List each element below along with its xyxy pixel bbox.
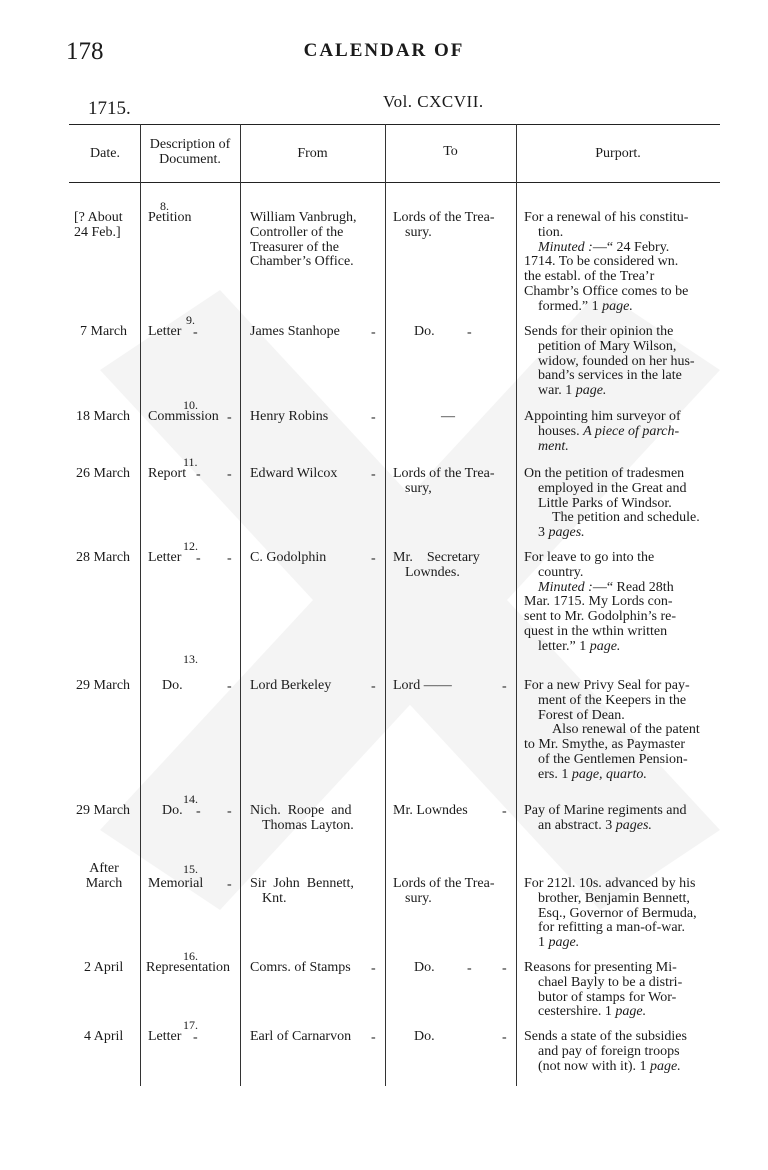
entry-purport: Pay of Marine regiments and an abstract. 3 pages. [524, 803, 687, 833]
volume-heading: Vol. CXCVII. [383, 92, 484, 111]
entry-number: 9. [186, 313, 195, 327]
leader-dash: - [371, 1030, 376, 1045]
entry-number: 15. [183, 862, 198, 876]
leader-dash: - [227, 467, 232, 482]
entry-purport: For a renewal of his constitu- tion. Minuted :—“ 24 Febry. 1714. To be considered wn. the establ. of the Trea’r Chambr’s Office comes to be formed.” 1 page. [524, 210, 689, 314]
leader-dash: - [193, 1030, 198, 1045]
entry-from: Henry Robins [250, 409, 329, 424]
entry-to: Lords of the Trea- sury. [393, 876, 495, 906]
year-heading: 1715. [88, 98, 131, 119]
leader-dash: - [371, 325, 376, 340]
entry-number: 16. [183, 949, 198, 963]
entry-date: 29 March [76, 803, 131, 818]
entry-purport: On the petition of tradesmen employed in the Great and Little Parks of Windsor. The petition and schedule. 3 pages. [524, 466, 700, 541]
column-header-description: Description of Document. [149, 137, 231, 167]
entry-from: Sir John Bennett, Knt. [250, 876, 354, 906]
entry-description: Memorial [148, 876, 204, 891]
leader-dash: - [371, 961, 376, 976]
leader-dash: - [502, 804, 507, 819]
table-top-rule [69, 124, 720, 125]
entry-to: — [441, 409, 455, 424]
entry-to: Do. [414, 960, 435, 975]
entry-purport: For leave to go into the country. Minuted :—“ Read 28th Mar. 1715. My Lords con- sent to Mr. Godolphin’s re- quest in the wthin written letter.” 1 page. [524, 550, 677, 654]
entry-date: [? About 24 Feb.] [74, 210, 123, 240]
entry-to: Do. [414, 324, 435, 339]
column-divider [385, 124, 386, 1086]
entry-from: William Vanbrugh, Controller of the Treasurer of the Chamber’s Office. [250, 210, 357, 270]
entry-purport: Sends for their opinion the petition of Mary Wilson, widow, founded on her hus- band’s services in the late war. 1 page. [524, 324, 695, 399]
page-number: 178 [66, 38, 104, 65]
leader-dash: - [467, 961, 472, 976]
entry-from: Comrs. of Stamps [250, 960, 351, 975]
leader-dash: - [227, 410, 232, 425]
entry-description: Letter [148, 324, 182, 339]
leader-dash: - [467, 325, 472, 340]
entry-description: Representation [146, 960, 230, 975]
entry-to: Mr. Lowndes [393, 803, 468, 818]
entry-purport: For a new Privy Seal for pay- ment of the Keepers in the Forest of Dean. Also renewal of the patent to Mr. Smythe, as Paymaster of the Gentlemen Pension- ers. 1 page, quarto. [524, 678, 700, 782]
leader-dash: - [371, 467, 376, 482]
leader-dash: - [227, 804, 232, 819]
entry-purport: For 212l. 10s. advanced by his brother, Benjamin Bennett, Esq., Governor of Bermuda, for refitting a man-of-war. 1 page. [524, 876, 697, 951]
leader-dash: - [227, 877, 232, 892]
entry-date: 4 April [84, 1029, 124, 1044]
entry-from: Lord Berkeley [250, 678, 332, 693]
entry-from: Nich. Roope and Thomas Layton. [250, 803, 354, 833]
running-title: CALENDAR OF [303, 40, 465, 61]
entry-number: 13. [183, 652, 198, 666]
entry-purport: Sends a state of the subsidies and pay of foreign troops (not now with it). 1 page. [524, 1029, 687, 1074]
entry-number: 12. [183, 539, 198, 553]
entry-purport: Reasons for presenting Mi- chael Bayly to be a distri- butor of stamps for Wor- cestershire. 1 page. [524, 960, 683, 1020]
entry-date: 26 March [76, 466, 131, 481]
column-header-date: Date. [90, 146, 120, 161]
entry-purport: Appointing him surveyor of houses. A piece of parch- ment. [524, 409, 681, 454]
leader-dash: - [193, 325, 198, 340]
leader-dash: - [371, 551, 376, 566]
entry-number: 10. [183, 398, 198, 412]
entry-date: 29 March [76, 678, 131, 693]
entry-description: Petition [148, 210, 192, 225]
entry-description: Letter [148, 550, 182, 565]
leader-dash: - [196, 467, 201, 482]
entry-date: 28 March [76, 550, 131, 565]
leader-dash: - [196, 551, 201, 566]
leader-dash: - [227, 679, 232, 694]
entry-to: Lords of the Trea- sury. [393, 210, 495, 240]
entry-to: Do. [414, 1029, 435, 1044]
entry-to: Lords of the Trea- sury, [393, 466, 495, 496]
column-divider [140, 124, 141, 1086]
entry-from: Earl of Carnarvon [250, 1029, 352, 1044]
leader-dash: - [502, 1030, 507, 1045]
entry-date: 7 March [80, 324, 128, 339]
entry-number: 14. [183, 792, 198, 806]
leader-dash: - [502, 961, 507, 976]
column-header-to: To [443, 144, 458, 159]
column-header-from: From [297, 146, 328, 161]
column-divider [516, 124, 517, 1086]
entry-from: C. Godolphin [250, 550, 327, 565]
entry-description: Do. [162, 803, 183, 818]
entry-date: 18 March [76, 409, 131, 424]
entry-date: After March [85, 861, 123, 891]
entry-number: 11. [183, 455, 198, 469]
leader-dash: - [502, 679, 507, 694]
entry-from: Edward Wilcox [250, 466, 338, 481]
leader-dash: - [371, 410, 376, 425]
header-bottom-rule [69, 182, 720, 183]
entry-date: 2 April [84, 960, 124, 975]
entry-description: Commission [148, 409, 219, 424]
entry-to: Lord —— [393, 678, 452, 693]
entry-to: Mr. Secretary Lowndes. [393, 550, 480, 580]
entry-description: Do. [162, 678, 183, 693]
entry-number: 8. [160, 199, 169, 213]
leader-dash: - [196, 804, 201, 819]
column-divider [240, 124, 241, 1086]
entry-description: Report [148, 466, 187, 481]
entry-number: 17. [183, 1018, 198, 1032]
leader-dash: - [371, 679, 376, 694]
column-header-purport: Purport. [595, 146, 641, 161]
leader-dash: - [227, 551, 232, 566]
entry-description: Letter [148, 1029, 182, 1044]
entry-from: James Stanhope [250, 324, 340, 339]
